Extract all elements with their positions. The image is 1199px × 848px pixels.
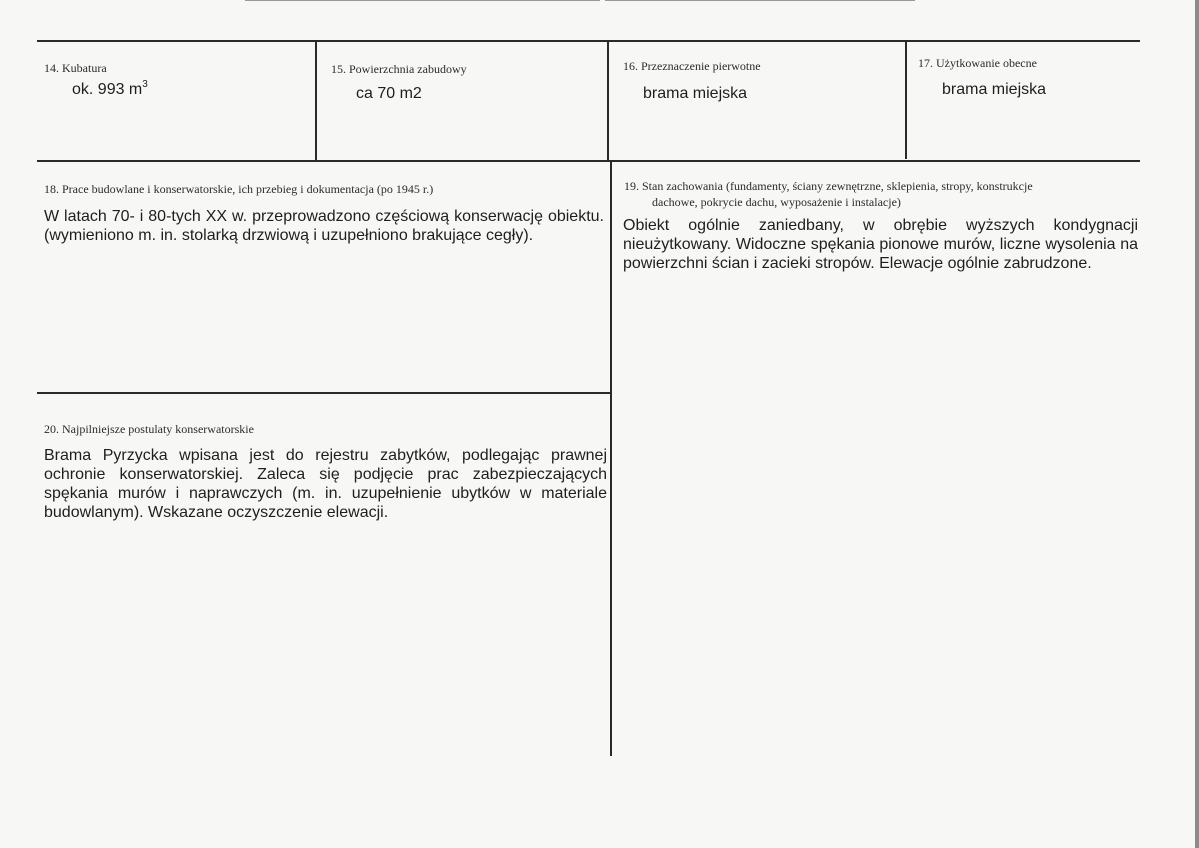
field-18-value: W latach 70- i 80-tych XX w. przeprowadzono częściową konserwację obiektu. (wymieniono m. in. stolarką drzwiową i uzupełniono brakujące cegły). xyxy=(44,208,604,244)
field-15-label: 15. Powierzchnia zabudowy xyxy=(331,62,467,76)
field-20-value: Brama Pyrzycka wpisana jest do rejestru zabytków, podlegając prawnej ochronie konserwatorskiej. Zaleca się podjęcie prac zabezpieczających spękania murów i naprawczych (m. in. uzupełnienie ubytków w materiale budowlanym). Wskazane oczyszczenie elewacji. xyxy=(44,447,607,521)
divider-15-16 xyxy=(607,40,609,161)
field-14-label: 14. Kubatura xyxy=(44,61,107,75)
divider-left-right xyxy=(610,160,612,756)
divider-18-20 xyxy=(37,392,611,394)
row-top-border xyxy=(37,40,1140,42)
field-19-label-line1: 19. Stan zachowania (fundamenty, ściany zewnętrzne, sklepienia, stropy, konstrukcje xyxy=(624,179,1033,193)
field-18-label: 18. Prace budowlane i konserwatorskie, ich przebieg i dokumentacja (po 1945 r.) xyxy=(44,182,434,196)
field-19-label-line2: dachowe, pokrycie dachu, wyposażenie i instalacje) xyxy=(652,195,901,209)
field-17-value: brama miejska xyxy=(942,81,1047,98)
divider-14-15 xyxy=(315,40,317,161)
row-middle-border xyxy=(37,160,1140,162)
field-16-label: 16. Przeznaczenie pierwotne xyxy=(623,59,761,73)
field-19-value: Obiekt ogólnie zaniedbany, w obrębie wyższych kondygnacji nieużytkowany. Widoczne spękania pionowe murów, liczne wysolenia na powierzchni ścian i zacieki stropów. Elewacje ogólnie zabrudzone. xyxy=(623,217,1138,272)
field-14-value xyxy=(72,80,148,99)
field-15-value: ca 70 m2 xyxy=(356,85,422,102)
field-20-label: 20. Najpilniejsze postulaty konserwatorskie xyxy=(44,422,254,436)
field-14-value-sup: 3 xyxy=(142,78,148,90)
divider-16-17 xyxy=(905,40,907,159)
field-17-label: 17. Użytkowanie obecne xyxy=(918,56,1037,70)
top-rule-right xyxy=(605,0,915,1)
scan-edge-shadow xyxy=(1195,0,1199,848)
field-14-value-text: ok. 993 m xyxy=(72,81,143,98)
field-16-value: brama miejska xyxy=(643,85,748,102)
top-rule-left xyxy=(245,0,600,1)
